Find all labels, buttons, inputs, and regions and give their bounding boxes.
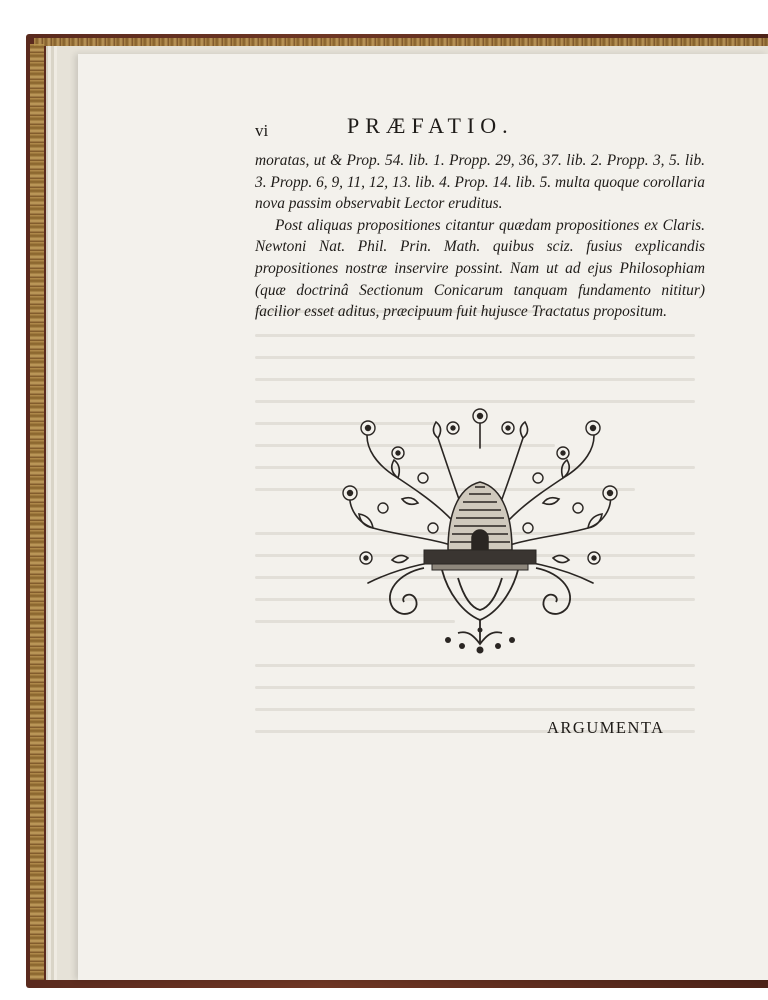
catchword: ARGUMENTA xyxy=(547,718,665,737)
page-number: vi xyxy=(255,121,269,140)
running-head: PRÆFATIO. xyxy=(347,113,514,138)
paragraph-2: Post aliquas propositiones citantur quædam propositiones ex Claris. Newtoni Nat. Phil. Prin. Math. quibus sciz. fusius explicandis propositiones nostræ inservire possint. Nam ut ad ejus Philosophiam (quæ doctrinâ Sectionum Conicarum tanquam fundamento nititur) facilior esset aditus, præcipuum fuit hujusce Tractatus propositum. xyxy=(255,216,705,321)
preface-text xyxy=(255,150,705,323)
gilt-tooling-top xyxy=(34,38,768,46)
page-header xyxy=(255,113,705,141)
paragraph-1: moratas, ut & Prop. 54. lib. 1. Propp. 29, 36, 37. lib. 2. Propp. 3, 5. lib. 3. Propp. 6, 9, 11, 12, 13. lib. 4. Prop. 14. lib. 5. multa quoque corollaria nova passim observabit Lector eruditus. xyxy=(255,152,705,213)
beehive-floral-vignette-icon xyxy=(338,408,622,654)
gilt-tooling-spine xyxy=(30,44,44,980)
